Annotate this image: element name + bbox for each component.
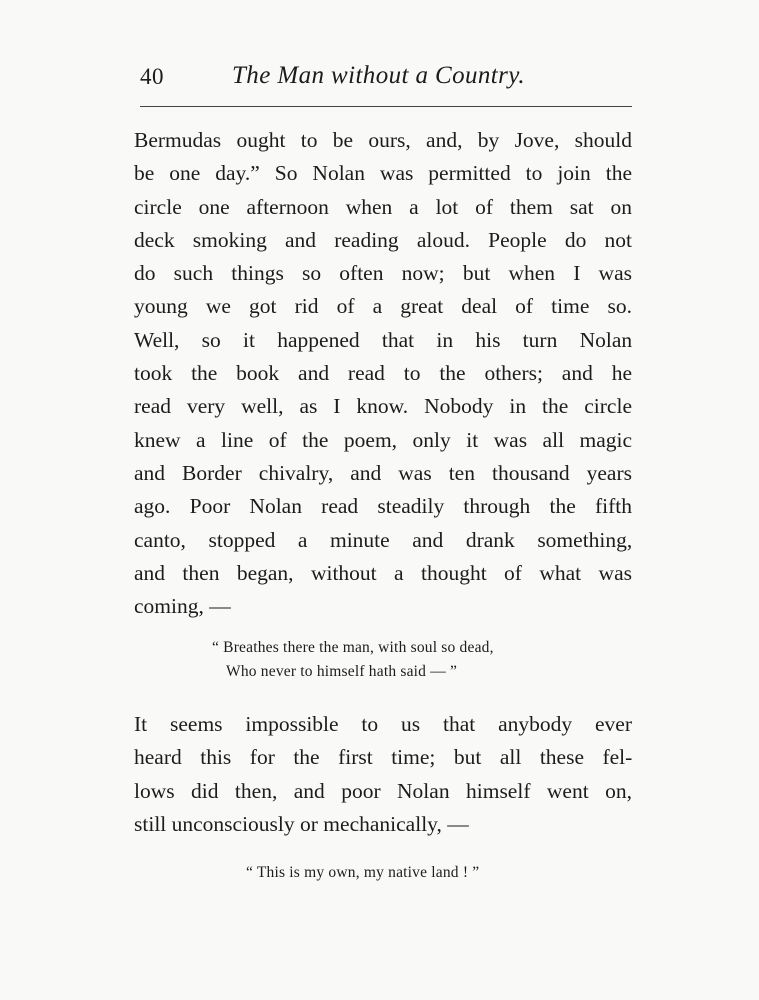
running-head <box>140 58 632 98</box>
text-line: and Border chivalry, and was ten thousand years <box>134 460 632 485</box>
text-line: knew a line of the poem, only it was all magic <box>134 427 633 452</box>
text-line: young we got rid of a great deal of time so. <box>134 294 632 319</box>
verse-quotation-1 <box>212 636 494 684</box>
text-line: do such things so often now; but when I was <box>134 261 632 286</box>
text-line: coming, — <box>134 594 231 619</box>
text-line: be one day.” So Nolan was permitted to join the <box>134 161 632 186</box>
page-number: 40 <box>140 64 164 89</box>
running-title: The Man without a Country. <box>232 62 526 89</box>
verse-quotation-2 <box>246 861 479 885</box>
text-line: circle one afternoon when a lot of them sat on <box>134 194 632 219</box>
text-line: lows did then, and poor Nolan himself went on, <box>134 778 632 803</box>
text-line: and then began, without a thought of what was <box>134 560 632 585</box>
text-line: took the book and read to the others; and he <box>134 361 632 386</box>
text-line: Well, so it happened that in his turn Nolan <box>134 327 633 352</box>
text-line: read very well, as I know. Nobody in the circle <box>134 394 632 419</box>
text-line: deck smoking and reading aloud. People do not <box>134 227 632 252</box>
text-line: canto, stopped a minute and drank something, <box>134 527 633 552</box>
header-rule <box>140 106 632 107</box>
verse-line: “ This is my own, my native land ! ” <box>246 864 480 881</box>
text-line: ago. Poor Nolan read steadily through the fifth <box>134 494 632 519</box>
paragraph-1 <box>134 124 632 623</box>
text-line: Bermudas ought to be ours, and, by Jove, should <box>134 128 632 152</box>
text-line: heard this for the first time; but all these fel- <box>134 745 633 770</box>
text-line: still unconsciously or mechanically, — <box>134 811 469 836</box>
verse-line: “ Breathes there the man, with soul so dead, <box>212 639 494 656</box>
paragraph-2 <box>134 708 632 841</box>
text-line: It seems impossible to us that anybody ever <box>134 712 632 736</box>
verse-line: Who never to himself hath said — ” <box>226 663 458 680</box>
